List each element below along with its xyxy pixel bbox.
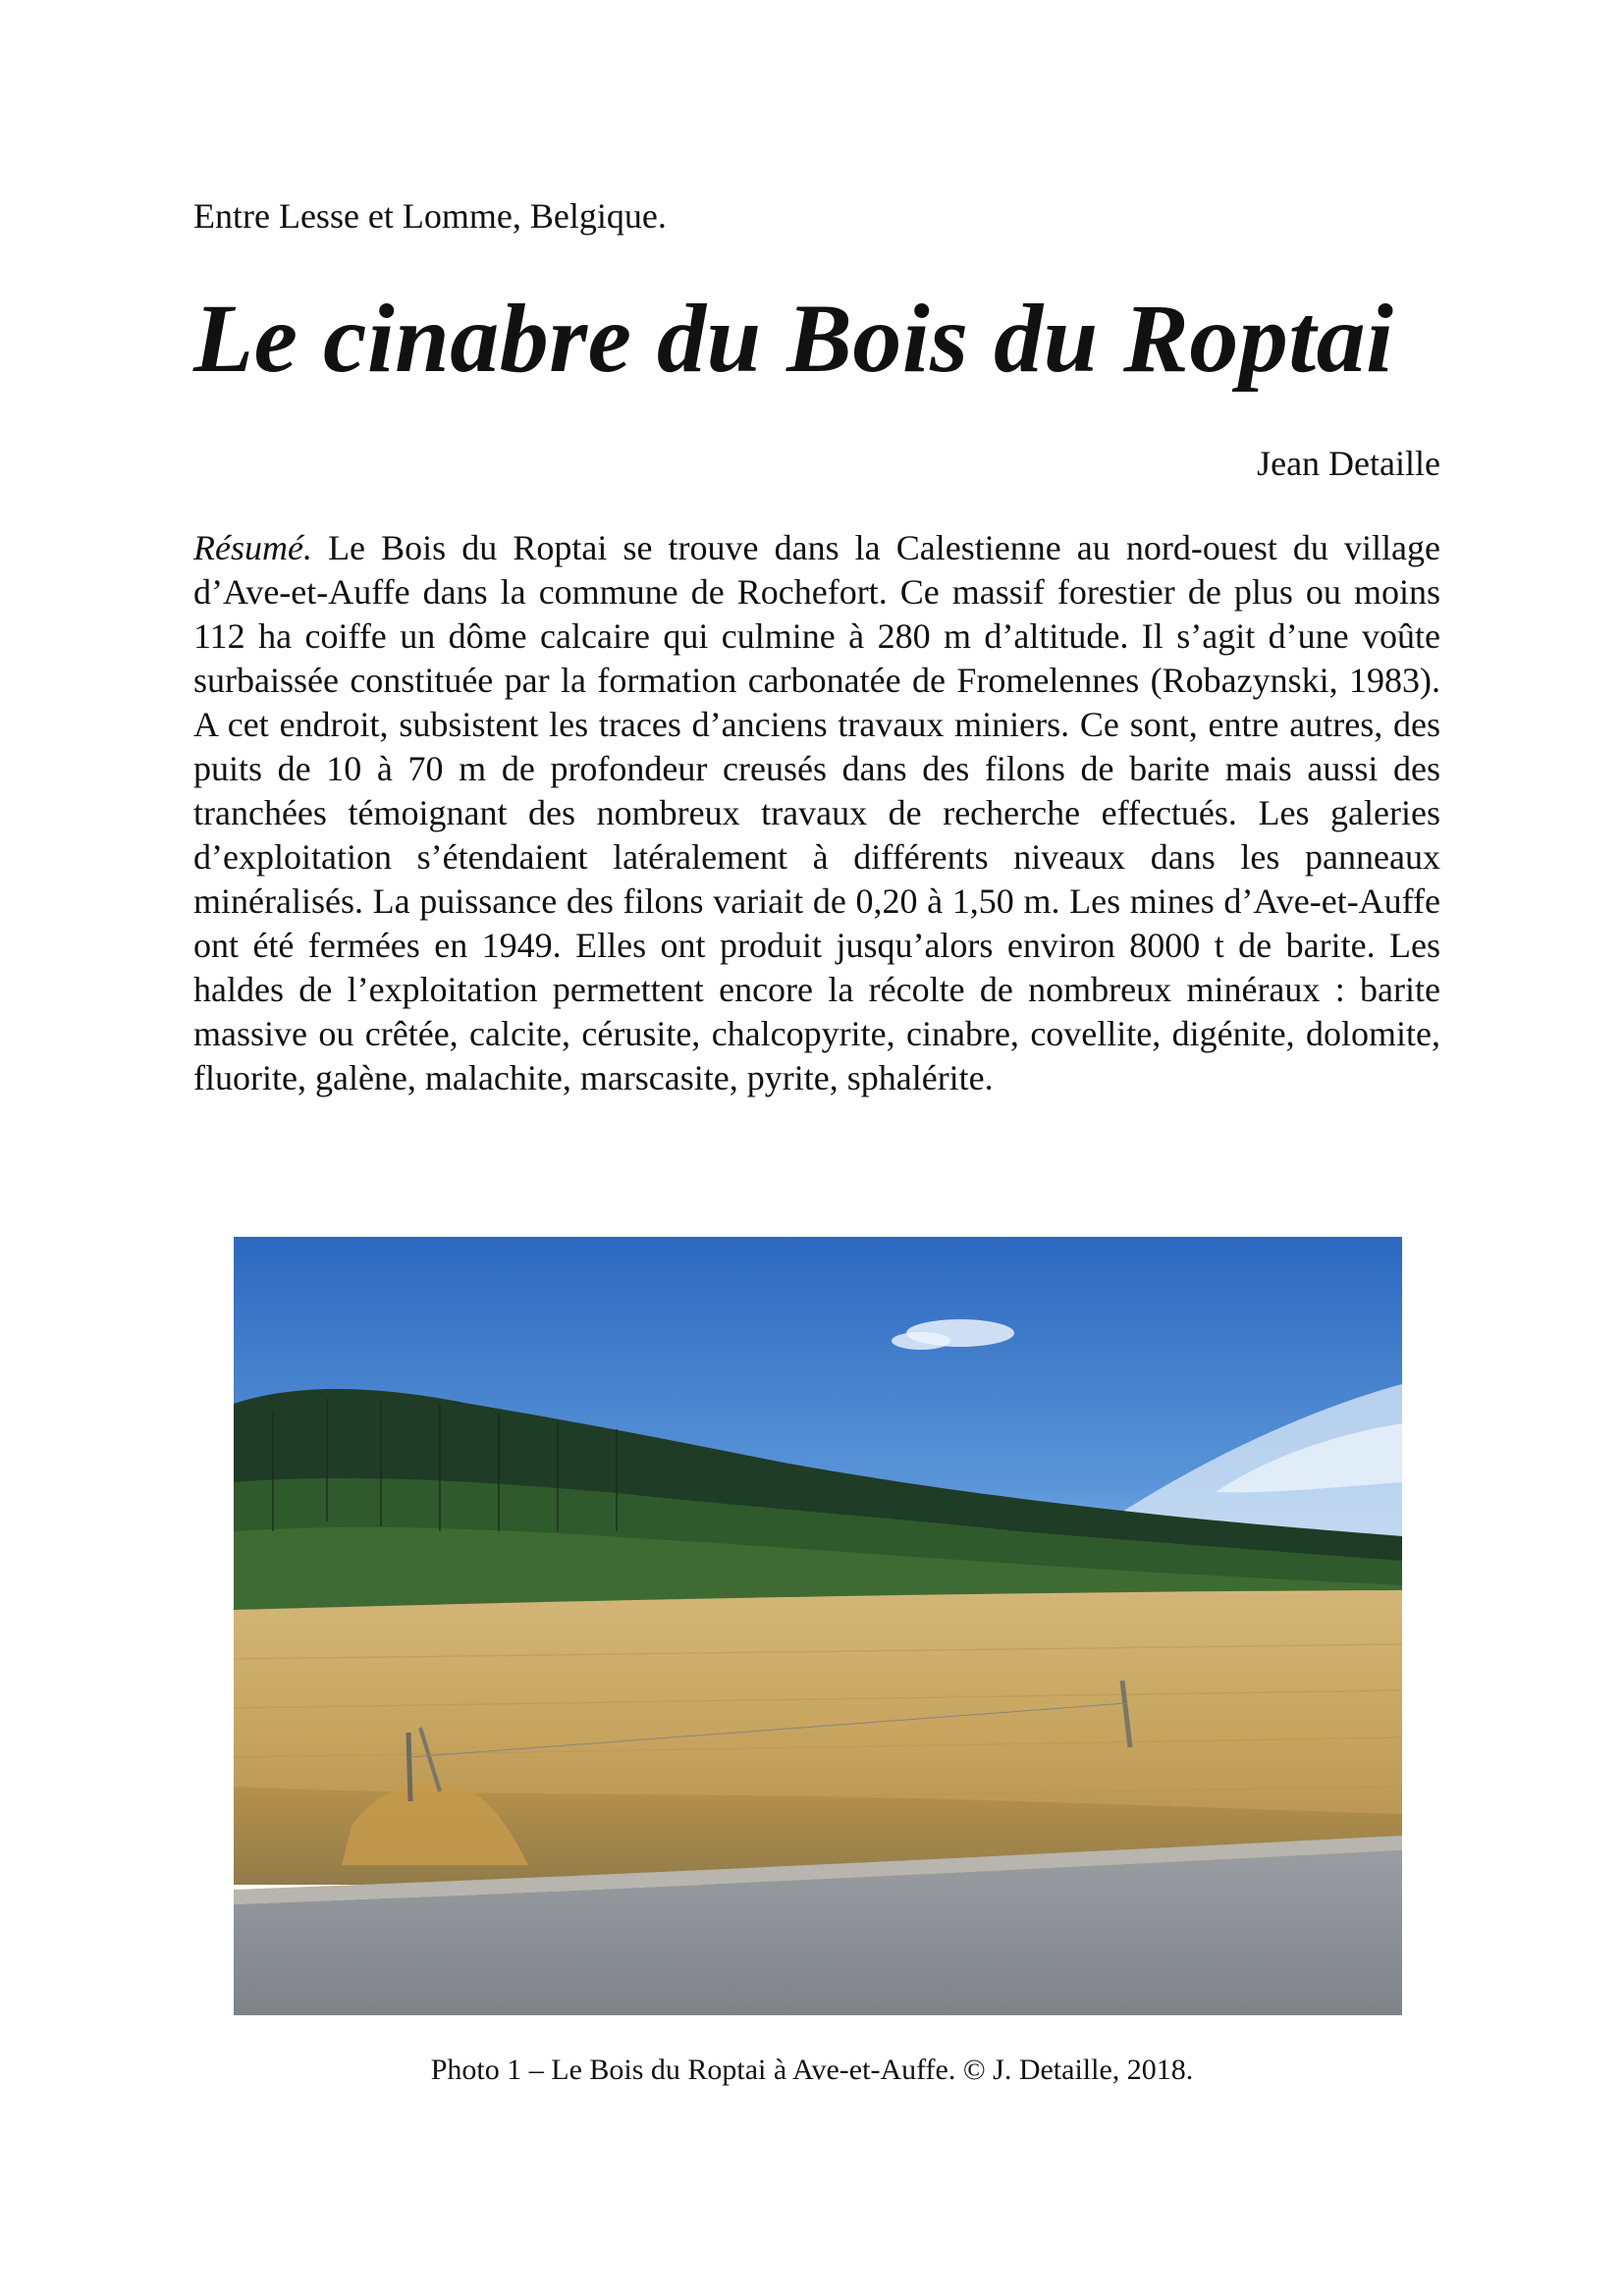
cloud <box>892 1332 950 1350</box>
author-name: Jean Detaille <box>1257 444 1440 483</box>
location-kicker: Entre Lesse et Lomme, Belgique. <box>193 196 667 236</box>
landscape-photo <box>234 1237 1402 2015</box>
article-title: Le cinabre du Bois du Roptai <box>193 284 1394 393</box>
abstract-text: Le Bois du Roptai se trouve dans la Calestienne au nord-ouest du village d’Ave-et-Auffe dans la commune de Rochefort. Ce massif forestier de plus ou moins 112 ha coiffe un dôme calcaire qui culmine à 280 m d’altitude. Il s’agit d’une voûte surbaissée constituée par la formation carbonatée de Fromelennes (Robazynski, 1983). A cet endroit, subsistent les traces d’anciens travaux miniers. Ce sont, entre autres, des puits de 10 à 70 m de profondeur creusés dans des filons de barite mais aussi des tranchées témoignant des nombreux travaux de recherche effectués. Les galeries d’exploitation s’étendaient latéralement à différents niveaux dans les panneaux minéralisés. La puissance des filons variait de 0,20 à 1,50 m. Les mines d’Ave-et-Auffe ont été fermées en 1949. Elles ont produit jusqu’alors environ 8000 t de barite. Les haldes de l’exploitation permettent encore la récolte de nombreux minéraux : barite massive ou crêtée, calcite, cérusite, chalcopyrite, cinabre, covellite, digénite, dolomite, fluorite, galène, malachite, marscasite, pyrite, sphalérite. <box>193 528 1440 1097</box>
fence-post <box>408 1733 410 1801</box>
photo-caption: Photo 1 – Le Bois du Roptai à Ave-et-Auffe. © J. Detaille, 2018. <box>430 2054 1194 2086</box>
abstract-lead: Résumé. <box>193 528 312 567</box>
abstract-paragraph <box>193 526 1440 1100</box>
